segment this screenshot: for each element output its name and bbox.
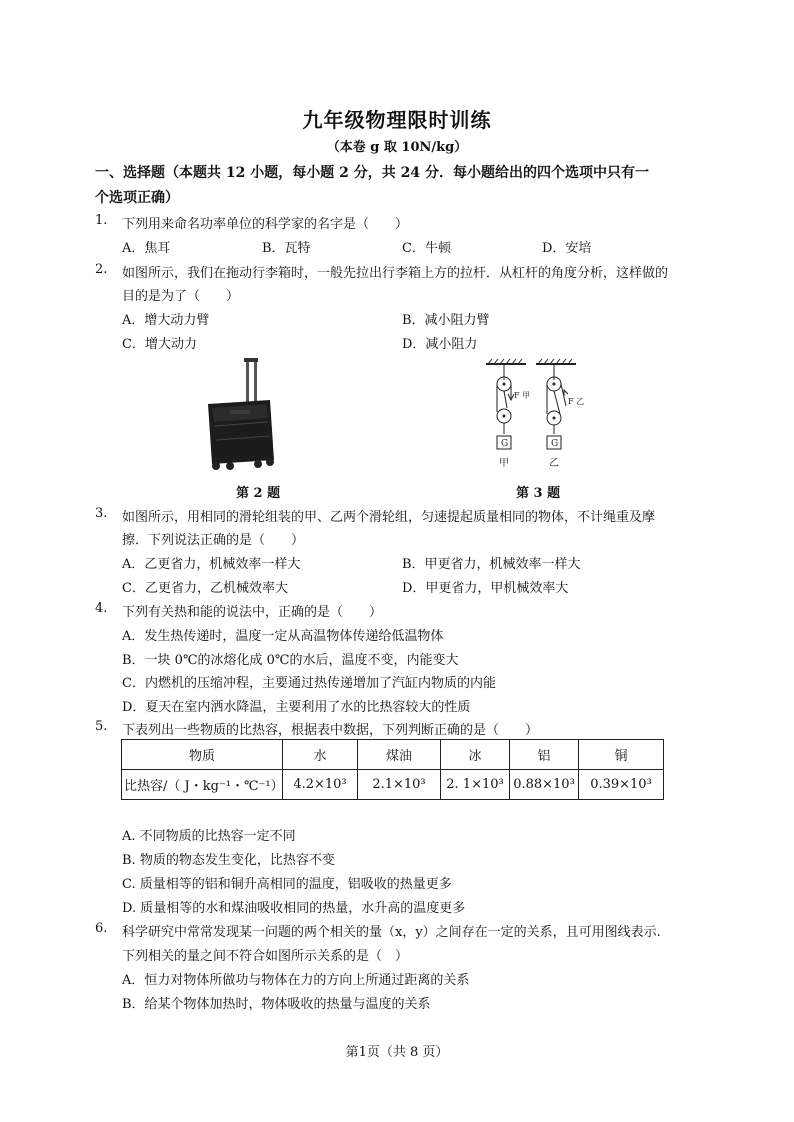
figure-2-caption: 第 2 题 <box>236 486 281 501</box>
section-heading-line1: 一、选择题（本题共 12 小题，每小题 2 分，共 24 分．每小题给出的四个选项中只有一 <box>95 165 649 181</box>
table-header-cell: 水 <box>283 740 358 770</box>
table-header-cell: 物质 <box>122 740 283 770</box>
option-a: A．乙更省力，机械效率一样大 <box>122 557 301 572</box>
question-text: 目的是为了（ ） <box>122 289 240 304</box>
option-a: A．恒力对物体所做功与物体在力的方向上所通过距离的关系 <box>122 973 470 988</box>
page-title: 九年级物理限时训练 <box>302 108 492 132</box>
table-cell: 2.1×10³ <box>358 770 441 800</box>
question-number: 1. <box>95 213 108 228</box>
table-header-cell: 煤油 <box>358 740 441 770</box>
question-text: 下列相关的量之间不符合如图所示关系的是（ ） <box>122 949 409 964</box>
luggage-figure <box>200 356 280 472</box>
pulley-label-a: 甲 <box>499 458 509 469</box>
pulley-label-b: 乙 <box>549 458 559 469</box>
table-cell: 0.88×10³ <box>510 770 579 800</box>
table-header-row <box>122 740 664 770</box>
figure-3-caption: 第 3 题 <box>516 486 561 501</box>
question-number: 2. <box>95 262 108 277</box>
option-c: C．牛顿 <box>402 241 451 256</box>
option-c: C．内燃机的压缩冲程，主要通过热传递增加了汽缸内物质的内能 <box>122 676 496 691</box>
question-text: 如图所示，用相同的滑轮组装的甲、乙两个滑轮组，匀速提起质量相同的物体，不计绳重及摩 <box>122 510 656 525</box>
table-row-label: 比热容/（ J・kg⁻¹・℃⁻¹） <box>122 770 283 800</box>
option-a: A. 不同物质的比热容一定不同 <box>122 829 296 844</box>
table-cell: 2. 1×10³ <box>441 770 510 800</box>
option-d: D．甲更省力，甲机械效率大 <box>402 581 569 596</box>
question-text: 擦．下列说法正确的是（ ） <box>122 533 305 548</box>
question-number: 6. <box>95 921 108 936</box>
question-text: 下列用来命名功率单位的科学家的名字是（ ） <box>122 217 409 232</box>
option-b: B．甲更省力，机械效率一样大 <box>402 557 581 572</box>
question-text: 下列有关热和能的说法中，正确的是（ ） <box>122 605 383 620</box>
option-d: D. 质量相等的水和煤油吸收相同的热量，水升高的温度更多 <box>122 901 466 916</box>
page-subtitle: （本卷 g 取 10N/kg） <box>326 140 468 155</box>
option-b: B．瓦特 <box>262 241 311 256</box>
weight-label-a: G <box>501 439 509 449</box>
option-c: C．乙更省力，乙机械效率大 <box>122 581 288 596</box>
table-header-cell: 铝 <box>510 740 579 770</box>
option-d: D．安培 <box>542 241 592 256</box>
specific-heat-table <box>121 739 664 800</box>
table-header-cell: 冰 <box>441 740 510 770</box>
force-label-b: F 乙 <box>568 397 584 406</box>
option-c: C. 质量相等的铝和铜升高相同的温度，铝吸收的热量更多 <box>122 877 452 892</box>
force-label-a: F 甲 <box>514 391 531 400</box>
weight-label-b: G <box>551 439 559 449</box>
option-c: C．增大动力 <box>122 337 197 352</box>
option-b: B. 物质的物态发生变化，比热容不变 <box>122 853 335 868</box>
option-a: A．发生热传递时，温度一定从高温物体传递给低温物体 <box>122 629 444 644</box>
table-cell: 4.2×10³ <box>283 770 358 800</box>
table-cell: 0.39×10³ <box>579 770 664 800</box>
pulley-figure <box>484 358 584 474</box>
option-a: A．增大动力臂 <box>122 313 210 328</box>
question-number: 5. <box>95 719 108 734</box>
question-number: 4. <box>95 601 108 616</box>
page-number: 第1页（共 8 页） <box>345 1045 449 1060</box>
option-b: B．一块 0℃的冰熔化成 0℃的水后，温度不变，内能变大 <box>122 653 459 668</box>
question-text: 科学研究中常常发现某一问题的两个相关的量（x，y）之间存在一定的关系，且可用图线表示. <box>122 925 661 940</box>
option-d: D．夏天在室内洒水降温，主要利用了水的比热容较大的性质 <box>122 700 471 715</box>
table-row <box>122 770 664 800</box>
section-heading-line2: 个选项正确） <box>95 190 179 206</box>
option-b: B．给某个物体加热时，物体吸收的热量与温度的关系 <box>122 997 431 1012</box>
option-b: B．减小阻力臂 <box>402 313 490 328</box>
question-text: 下表列出一些物质的比热容，根据表中数据，下列判断正确的是（ ） <box>122 723 539 738</box>
option-d: D．减小阻力 <box>402 337 478 352</box>
question-text: 如图所示，我们在拖动行李箱时，一般先拉出行李箱上方的拉杆．从杠杆的角度分析，这样做的 <box>122 266 669 281</box>
option-a: A．焦耳 <box>122 241 171 256</box>
table-header-cell: 铜 <box>579 740 664 770</box>
question-number: 3. <box>95 506 108 521</box>
